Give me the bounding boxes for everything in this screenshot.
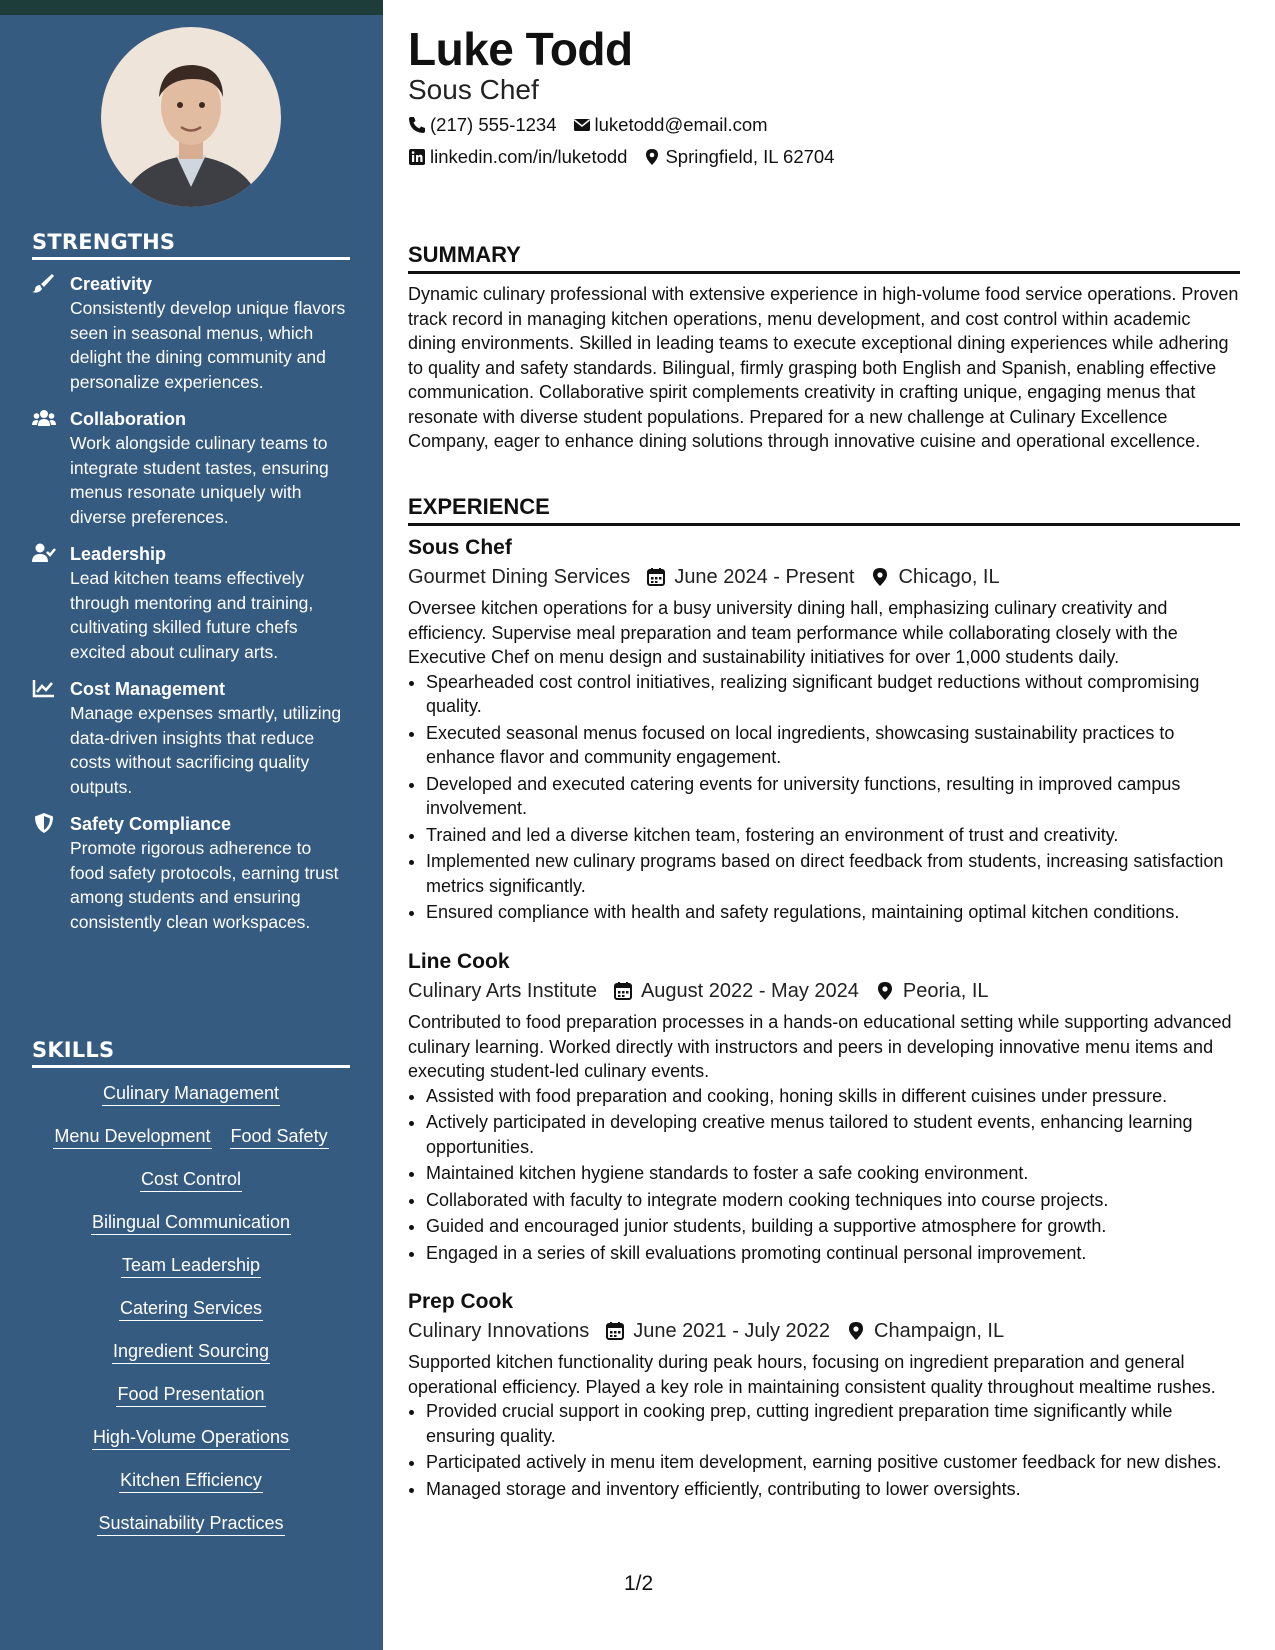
job-title: Sous Chef [408, 536, 512, 559]
calendar-icon [605, 1321, 625, 1341]
phone-icon [408, 116, 426, 134]
skill-tag: Kitchen Efficiency [119, 1469, 263, 1493]
skill-row [32, 1297, 350, 1321]
contact-phone[interactable] [408, 114, 557, 136]
job-bullet: • Participated actively in menu item development, earning positive customer feedback for new dishes. [426, 1450, 1240, 1475]
location-text: Springfield, IL 62704 [665, 146, 835, 167]
profile-photo [101, 27, 281, 207]
job-dates: June 2021 - July 2022 [633, 1320, 831, 1342]
job-dates: August 2022 - May 2024 [640, 980, 859, 1002]
job-meta [408, 562, 1240, 592]
skill-tag: Catering Services [119, 1297, 263, 1321]
skill-tag: Menu Development [53, 1125, 211, 1149]
calendar-icon [646, 567, 666, 587]
job-dates: June 2024 - Present [674, 566, 855, 588]
strength-item [32, 677, 350, 799]
job-company: Culinary Arts Institute [408, 980, 597, 1002]
job-bullets [408, 670, 1240, 925]
skill-row [32, 1340, 350, 1364]
skill-row [32, 1383, 350, 1407]
brush-icon [32, 273, 56, 293]
contact-email[interactable] [573, 114, 768, 136]
user-check-icon [32, 543, 56, 563]
job-title: Prep Cook [408, 1290, 514, 1313]
strengths-section [32, 230, 350, 947]
skill-tag: Food Presentation [116, 1383, 265, 1407]
strength-description: Work alongside culinary teams to integrate student tastes, ensuring menus resonate uniquely with diverse preferences. [70, 433, 329, 527]
skill-row [32, 1469, 350, 1493]
skill-row [32, 1512, 350, 1536]
skill-tag: Food Safety [230, 1125, 329, 1149]
page-number: 1/2 [624, 1572, 654, 1595]
job-bullet: • Developed and executed catering events for university functions, resulting in improved campus involvement. [426, 772, 1240, 821]
users-icon [32, 408, 56, 428]
contact-row [408, 114, 768, 136]
strength-title: Cost Management [70, 679, 226, 699]
contact-row [408, 146, 834, 168]
strength-title: Safety Compliance [70, 814, 232, 834]
sidebar-top-bar [0, 0, 383, 15]
skill-tag: Sustainability Practices [97, 1512, 284, 1536]
strength-description: Manage expenses smartly, utilizing data-driven insights that reduce costs without sacrificing quality outputs. [70, 703, 342, 797]
job-bullet: • Trained and led a diverse kitchen team, fostering an environment of trust and creativity. [426, 823, 1240, 848]
skills-heading: SKILLS [32, 1038, 350, 1068]
summary-heading: SUMMARY [408, 242, 1240, 274]
map-pin-icon [875, 981, 895, 1001]
job-bullet: • Engaged in a series of skill evaluations promoting continual personal improvement. [426, 1241, 1240, 1266]
job-title: Line Cook [408, 950, 510, 973]
skill-row [32, 1211, 350, 1235]
candidate-name: Luke Todd [408, 23, 633, 75]
job-entry [408, 948, 1240, 1267]
job-description: Oversee kitchen operations for a busy university dining hall, emphasizing culinary creativity and efficiency. Supervise meal preparation and team performance while collaborating closely with the Executive Chef on menu design and sustainability initiatives for over 1,000 students daily. [408, 598, 1178, 667]
job-company: Gourmet Dining Services [408, 566, 631, 588]
strengths-heading: STRENGTHS [32, 230, 350, 260]
job-bullet: • Spearheaded cost control initiatives, realizing significant budget reductions without compromising quality. [426, 670, 1240, 719]
skill-tag: Cost Control [140, 1168, 242, 1192]
skill-row [32, 1168, 350, 1192]
linkedin-icon [408, 148, 426, 166]
job-location: Champaign, IL [874, 1320, 1005, 1342]
chart-line-icon [32, 678, 56, 698]
job-bullet: • Ensured compliance with health and safety regulations, maintaining optimal kitchen conditions. [426, 900, 1240, 925]
strength-description: Lead kitchen teams effectively through mentoring and training, cultivating skilled future chefs excited about culinary arts. [70, 568, 314, 662]
contact-linkedin[interactable] [408, 146, 627, 168]
calendar-icon [613, 981, 633, 1001]
strength-item [32, 542, 350, 664]
job-entry [408, 534, 1240, 927]
summary-text: Dynamic culinary professional with extensive experience in high-volume food service operations. Proven track record in managing kitchen operations, menu development, and cost control within academic dining environments. Skilled in leading teams to execute exceptional dining experiences while adhering to quality and safety standards. Bilingual, firmly grasping both English and Spanish, enabling effective communication. Collaborative spirit complements creativity in crafting unique, engaging menus that resonate with diverse student populations. Prepared for a new challenge at Culinary Excellence Company, eager to enhance dining solutions through innovative cuisine and operational excellence. [408, 284, 1239, 451]
linkedin-text: linkedin.com/in/luketodd [430, 146, 628, 167]
skills-section [32, 1038, 350, 1555]
contact-location [643, 146, 834, 168]
strength-title: Creativity [70, 274, 153, 294]
strength-item [32, 407, 350, 529]
job-bullet: • Maintained kitchen hygiene standards to foster a safe cooking environment. [426, 1161, 1240, 1186]
job-bullets [408, 1399, 1240, 1501]
job-bullet: • Managed storage and inventory efficiently, contributing to lower oversights. [426, 1477, 1240, 1502]
strength-title: Leadership [70, 544, 167, 564]
job-bullet: • Implemented new culinary programs based on direct feedback from students, increasing satisfaction metrics significantly. [426, 849, 1240, 898]
skill-row [32, 1254, 350, 1278]
map-pin-icon [846, 1321, 866, 1341]
job-bullet: • Actively participated in developing creative menus tailored to student events, enhancing learning opportunities. [426, 1110, 1240, 1159]
skill-tag: Bilingual Communication [91, 1211, 291, 1235]
job-entry [408, 1288, 1240, 1503]
job-bullet: • Assisted with food preparation and cooking, honing skills in different cuisines under pressure. [426, 1084, 1240, 1109]
job-description: Contributed to food preparation processes in a hands-on educational setting while supporting advanced culinary learning. Worked directly with instructors and peers in developing innovative menu items and executing student-led culinary events. [408, 1012, 1232, 1081]
strength-item [32, 272, 350, 394]
phone-text: (217) 555-1234 [430, 114, 557, 135]
job-bullet: • Provided crucial support in cooking prep, cutting ingredient preparation time significantly while ensuring quality. [426, 1399, 1240, 1448]
job-meta [408, 1316, 1240, 1346]
strength-title: Collaboration [70, 409, 186, 429]
job-bullet: • Collaborated with faculty to integrate modern cooking techniques into course projects. [426, 1188, 1240, 1213]
skill-tag: Culinary Management [102, 1082, 280, 1106]
map-pin-icon [870, 567, 890, 587]
candidate-role: Sous Chef [408, 74, 539, 105]
shield-icon [32, 813, 56, 833]
job-company: Culinary Innovations [408, 1320, 590, 1342]
job-bullet: • Executed seasonal menus focused on local ingredients, showcasing sustainability practices to enhance flavor and community engagement. [426, 721, 1240, 770]
job-location: Chicago, IL [898, 566, 1000, 588]
skill-tag: Team Leadership [121, 1254, 261, 1278]
sidebar [0, 0, 383, 1650]
strength-description: Consistently develop unique flavors seen in seasonal menus, which delight the dining community and personalize experiences. [70, 298, 346, 392]
strength-description: Promote rigorous adherence to food safety protocols, earning trust among students and ensuring consistently clean workspaces. [70, 838, 339, 932]
strength-item [32, 812, 350, 934]
job-bullet: • Guided and encouraged junior students, building a supportive atmosphere for growth. [426, 1214, 1240, 1239]
skill-tag: Ingredient Sourcing [112, 1340, 270, 1364]
envelope-icon [573, 116, 591, 134]
skill-row [32, 1125, 350, 1149]
person-portrait-icon [101, 27, 281, 207]
job-description: Supported kitchen functionality during peak hours, focusing on ingredient preparation and general operational efficiency. Played a key role in maintaining consistent quality throughout mealtime rushes. [408, 1352, 1216, 1397]
experience-heading: EXPERIENCE [408, 494, 1240, 526]
skill-row [32, 1426, 350, 1450]
job-bullets [408, 1084, 1240, 1266]
skill-tag: High-Volume Operations [92, 1426, 290, 1450]
map-pin-icon [643, 148, 661, 166]
email-text: luketodd@email.com [594, 114, 768, 135]
job-meta [408, 976, 1240, 1006]
skill-row [32, 1082, 350, 1106]
job-location: Peoria, IL [902, 980, 989, 1002]
